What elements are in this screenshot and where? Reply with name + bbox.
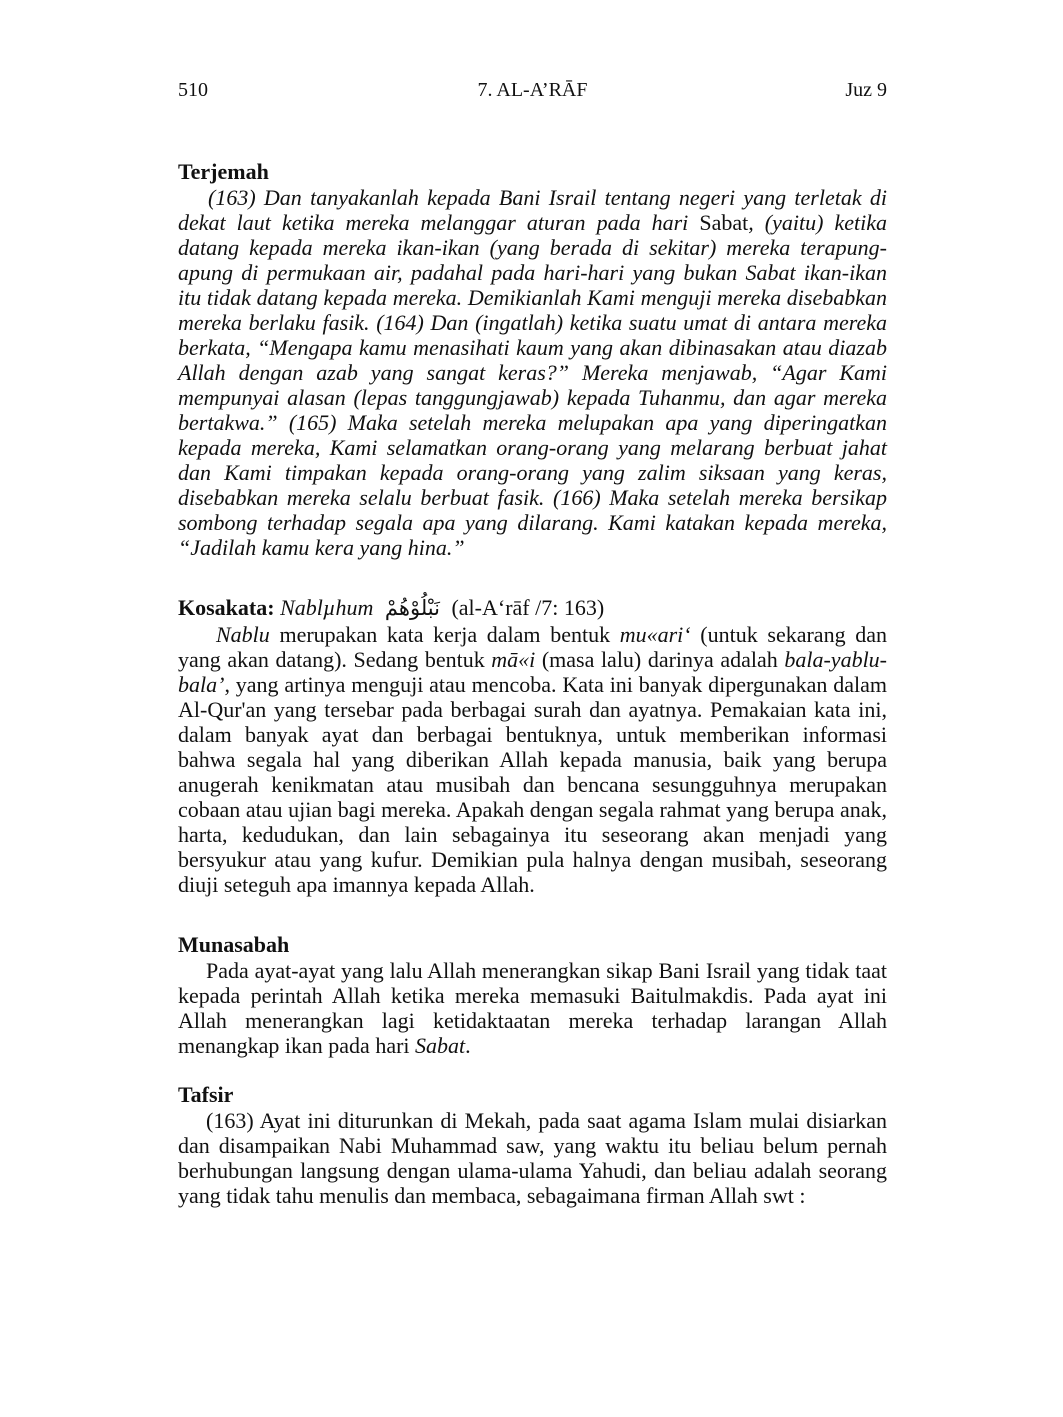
tafsir-text: (163) Ayat ini diturunkan di Mekah, pada saat agama Islam mulai disiarkan dan disampaikan Nabi Muhammad saw, yang waktu itu beliau belum pernah berhubungan langsung dengan ulama-ulama Yahudi, dan beliau adalah seorang yang tidak tahu menulis dan membaca, sebagaimana firman Allah swt :	[178, 1108, 887, 1208]
kosakata-reference: (al-A‘rāf /7: 163)	[451, 595, 605, 620]
tafsir-heading: Tafsir	[178, 1082, 234, 1107]
page-number: 510	[178, 79, 208, 101]
kosakata-arabic: نَبْلُوْهُمْ	[384, 596, 440, 620]
terjemah-section	[178, 159, 887, 560]
terjemah-heading: Terjemah	[178, 159, 269, 184]
chapter-title: 7. AL-A’RĀF	[477, 79, 588, 101]
munasabah-section	[178, 932, 887, 1058]
munasabah-heading: Munasabah	[178, 932, 290, 957]
kosakata-heading-line	[178, 594, 887, 622]
page-header	[178, 78, 887, 104]
terjemah-text-a: (163) Dan tanyakanlah kepada Bani Israil tentang negeri yang terletak di dekat laut ketika mereka melanggar aturan pada hari	[178, 185, 887, 235]
munasabah-end: .	[465, 1033, 471, 1058]
kosakata-p3: (masa lalu) darinya adalah	[535, 647, 785, 672]
kosakata-text	[178, 622, 887, 897]
terjemah-sabat: Sabat	[699, 210, 749, 235]
kosakata-p4: , yang artinya menguji atau mencoba. Kata ini banyak dipergunakan dalam Al-Qur'an yang tersebar pada berbagai surah dan ayatnya. Pemakaian kata ini, dalam banyak ayat dan berbagai bentuknya, untuk memberikan informasi bahwa segala hal yang diberikan Allah kepada manusia, baik yang berupa anugerah kenikmatan atau musibah dan bencana sesungguhnya merupakan cobaan atau ujian bagi mereka. Apakah dengan segala rahmat yang berupa anak, harta, kedudukan, dan lain sebagainya itu seseorang akan menjadi yang bersyukur atau yang kufur. Demikian pula halnya dengan musibah, seseorang diuji seteguh apa imannya kepada Allah.	[178, 672, 887, 897]
kosakata-section	[178, 594, 887, 897]
kosakata-p2: (untuk sekarang dan yang akan datang). Sedang bentuk	[178, 622, 887, 672]
kosakata-term: Nablµhum	[280, 595, 374, 620]
munasabah-text	[178, 958, 887, 1058]
kosakata-bala: bala-yablu-bala’	[178, 647, 888, 697]
munasabah-sabat: Sabat	[415, 1033, 466, 1058]
kosakata-p1: merupakan kata kerja dalam bentuk	[269, 622, 620, 647]
terjemah-text-b: , (yaitu) ketika datang kepada mereka ikan-ikan (yang berada di sekitar) mereka terapung-apung di permukaan air, padahal pada hari-hari yang bukan Sabat ikan-ikan itu tidak datang kepada mereka. Demikianlah Kami menguji mereka disebabkan mereka berlaku fasik. (164) Dan (ingatlah) ketika suatu umat di antara mereka berkata, “Mengapa kamu menasihati kaum yang akan dibinasakan atau diazab Allah dengan azab yang sangat keras?” Mereka menjawab, “Agar Kami mempunyai alasan (lepas tanggungjawab) kepada Tuhanmu, dan agar mereka bertakwa.” (165) Maka setelah mereka melupakan apa yang diperingatkan kepada mereka, Kami selamatkan orang-orang yang melarang berbuat jahat dan Kami timpakan kepada orang-orang yang zalim siksaan yang keras, disebabkan mereka selalu berbuat fasik. (166) Maka setelah mereka bersikap sombong terhadap segala apa yang dilarang. Kami katakan kepada mereka, “Jadilah kamu kera yang hina.”	[178, 210, 887, 560]
kosakata-label: Kosakata:	[178, 595, 275, 620]
tafsir-section	[178, 1082, 887, 1208]
munasabah-body: Pada ayat-ayat yang lalu Allah menerangkan sikap Bani Israil yang tidak taat kepada perintah Allah ketika mereka memasuki Baitulmakdis. Pada ayat ini Allah menerangkan lagi ketidaktaatan mereka terhadap larangan Allah menangkap ikan pada hari	[178, 958, 887, 1058]
terjemah-text	[178, 185, 887, 560]
kosakata-muari: mu«ari‘	[619, 622, 691, 647]
kosakata-nablu: Nablu	[216, 622, 270, 647]
kosakata-mai: mā«i	[491, 647, 536, 672]
juz-label: Juz 9	[845, 79, 887, 101]
